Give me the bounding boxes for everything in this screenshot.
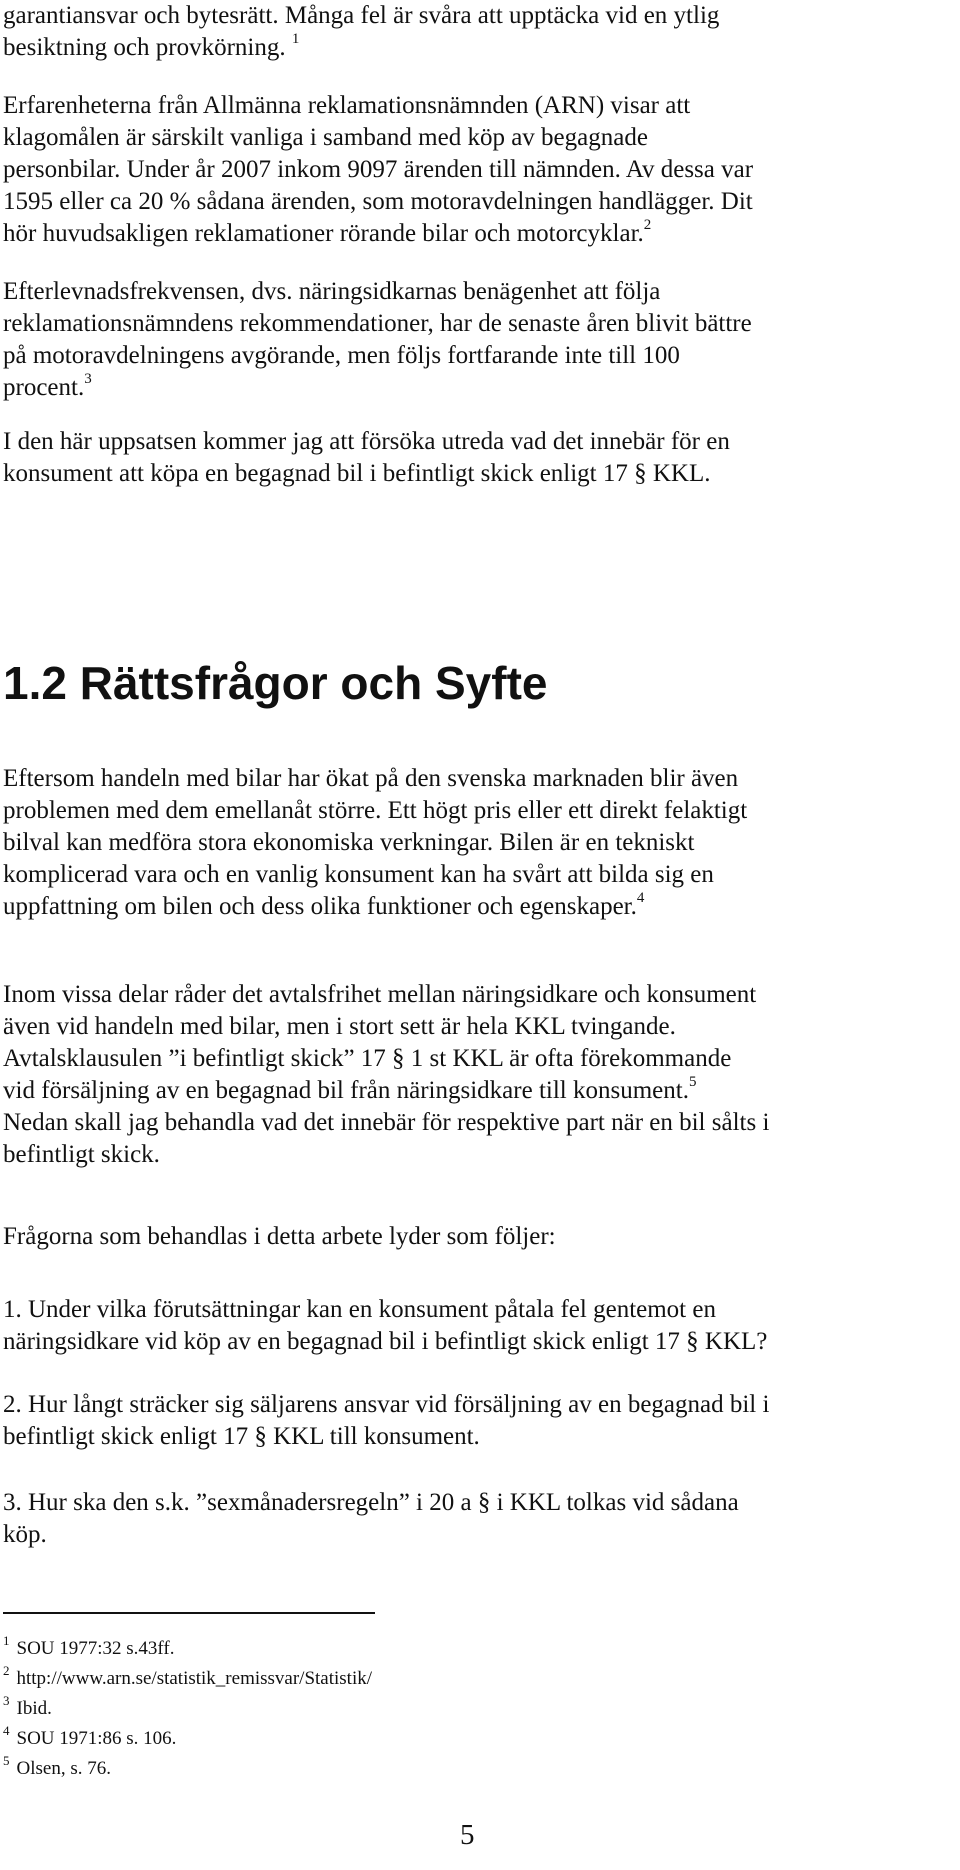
paragraph-contract-freedom xyxy=(3,979,951,1171)
text-line: bilval kan medföra stora ekonomiska verkningar. Bilen är en tekniskt xyxy=(3,829,695,856)
text-span: hör huvudsakligen reklamationer rörande bilar och motorcyklar. xyxy=(3,220,644,247)
text-line: personbilar. Under år 2007 inkom 9097 ärenden till nämnden. Av dessa var xyxy=(3,156,754,183)
text-line xyxy=(3,218,951,250)
paragraph-compliance xyxy=(3,276,951,404)
text-line: klagomålen är särskilt vanliga i samband med köp av begagnade xyxy=(3,124,648,151)
text-line: Eftersom handeln med bilar har ökat på den svenska marknaden blir även xyxy=(3,765,739,792)
text-line: befintligt skick enligt 17 § KKL till konsument. xyxy=(3,1423,480,1450)
footnote xyxy=(3,1754,372,1784)
footnote xyxy=(3,1694,372,1724)
text-line: problemen med dem emellanåt större. Ett högt pris eller ett direkt felaktigt xyxy=(3,797,748,824)
text-line: 1. Under vilka förutsättningar kan en konsument påtala fel gentemot en xyxy=(3,1296,716,1323)
footnote-number: 3 xyxy=(3,1692,10,1708)
text-line: Frågorna som behandlas i detta arbete lyder som följer: xyxy=(3,1223,556,1250)
footnote-number: 4 xyxy=(3,1722,10,1738)
footnote-text: http://www.arn.se/statistik_remissvar/Statistik/ xyxy=(16,1668,373,1689)
text-span: vid försäljning av en begagnad bil från näringsidkare till konsument. xyxy=(3,1077,689,1104)
text-line: näringsidkare vid köp av en begagnad bil i befintligt skick enligt 17 § KKL? xyxy=(3,1328,768,1355)
footnote-text: Ibid. xyxy=(16,1698,52,1719)
question-2 xyxy=(3,1389,951,1453)
question-3 xyxy=(3,1487,951,1551)
text-line xyxy=(3,891,951,923)
text-line: köp. xyxy=(3,1521,47,1548)
footnote-text: SOU 1977:32 s.43ff. xyxy=(16,1638,175,1659)
paragraph-car-trade xyxy=(3,763,951,923)
text-line: 2. Hur långt sträcker sig säljarens ansvar vid försäljning av en begagnad bil i xyxy=(3,1391,770,1418)
text-span: besiktning och provkörning. xyxy=(3,34,286,61)
paragraph-questions-intro xyxy=(3,1221,951,1253)
text-span: uppfattning om bilen och dess olika funktioner och egenskaper. xyxy=(3,893,637,920)
text-line: Nedan skall jag behandla vad det innebär för respektive part när en bil sålts i xyxy=(3,1109,770,1136)
footnote-number: 1 xyxy=(3,1632,10,1648)
text-line: Efterlevnadsfrekvensen, dvs. näringsidkarnas benägenhet att följa xyxy=(3,278,661,305)
text-line xyxy=(3,32,951,64)
paragraph-purpose xyxy=(3,426,951,490)
text-span: procent. xyxy=(3,374,85,401)
paragraph-intro-continuation xyxy=(3,0,951,64)
footnote-number: 2 xyxy=(3,1662,10,1678)
text-line: 3. Hur ska den s.k. ”sexmånadersregeln” i 20 a § i KKL tolkas vid sådana xyxy=(3,1489,739,1516)
footnote-separator xyxy=(3,1612,375,1614)
question-1 xyxy=(3,1294,951,1358)
text-line: I den här uppsatsen kommer jag att försöka utreda vad det innebär för en xyxy=(3,428,730,455)
text-line: 1595 eller ca 20 % sådana ärenden, som motoravdelningen handlägger. Dit xyxy=(3,188,753,215)
text-line: komplicerad vara och en vanlig konsument kan ha svårt att bilda sig en xyxy=(3,861,714,888)
text-line xyxy=(3,372,951,404)
footnote-ref: 5 xyxy=(688,1073,697,1090)
footnote-ref: 3 xyxy=(84,370,92,387)
section-heading: 1.2 Rättsfrågor och Syfte xyxy=(3,657,548,709)
footnote xyxy=(3,1634,372,1664)
text-line: garantiansvar och bytesrätt. Många fel är svåra att upptäcka vid en ytlig xyxy=(3,2,720,29)
text-line xyxy=(3,1075,951,1107)
footnote-ref: 1 xyxy=(291,30,300,47)
text-line: även vid handeln med bilar, men i stort sett är hela KKL tvingande. xyxy=(3,1013,676,1040)
page-number: 5 xyxy=(460,1819,475,1851)
text-line: Avtalsklausulen ”i befintligt skick” 17 § 1 st KKL är ofta förekommande xyxy=(3,1045,732,1072)
footnote xyxy=(3,1724,372,1754)
footnote-text: SOU 1971:86 s. 106. xyxy=(16,1728,177,1749)
footnote-ref: 4 xyxy=(636,889,645,906)
text-line: befintligt skick. xyxy=(3,1141,160,1168)
text-line: Erfarenheterna från Allmänna reklamationsnämnden (ARN) visar att xyxy=(3,92,691,119)
footnote-number: 5 xyxy=(3,1752,10,1768)
footnote-text: Olsen, s. 76. xyxy=(16,1758,111,1779)
footnote-ref: 2 xyxy=(643,216,652,233)
text-line: konsument att köpa en begagnad bil i befintligt skick enligt 17 § KKL. xyxy=(3,460,711,487)
text-line: på motoravdelningens avgörande, men följs fortfarande inte till 100 xyxy=(3,342,680,369)
text-line: reklamationsnämndens rekommendationer, har de senaste åren blivit bättre xyxy=(3,310,752,337)
footnotes xyxy=(3,1634,372,1784)
text-line: Inom vissa delar råder det avtalsfrihet mellan näringsidkare och konsument xyxy=(3,981,757,1008)
paragraph-arn-statistics xyxy=(3,90,951,250)
footnote xyxy=(3,1664,372,1694)
